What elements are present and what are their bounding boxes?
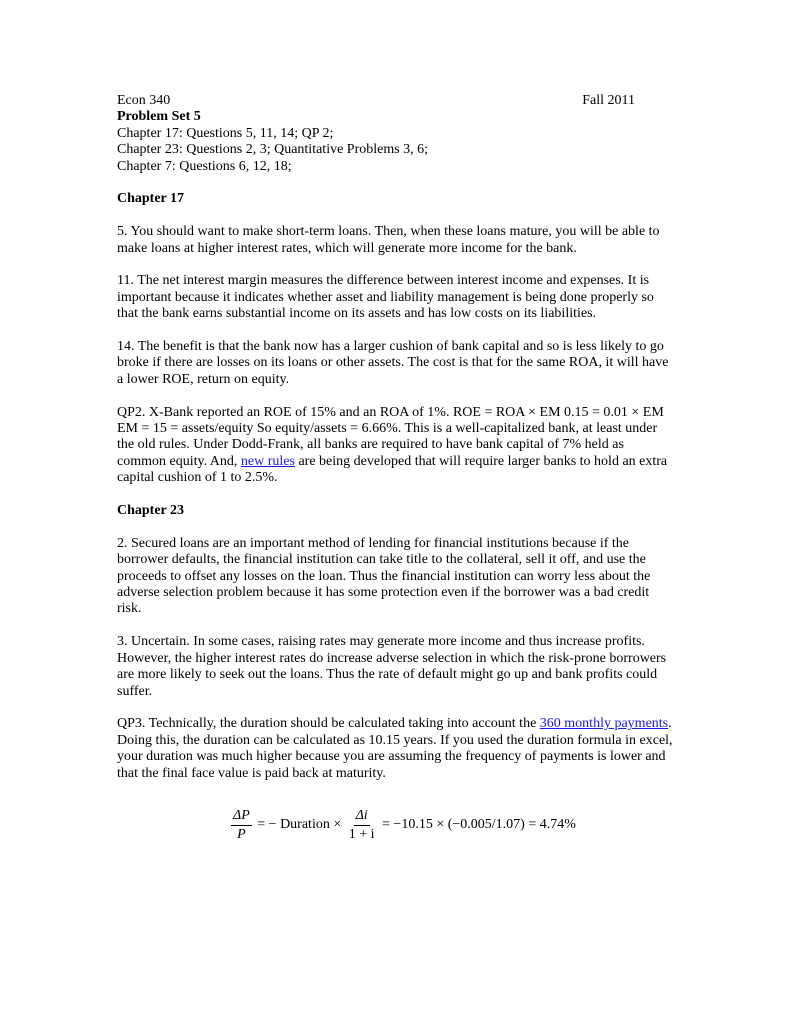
answer-ch23-qp3 xyxy=(117,716,675,782)
document-body xyxy=(117,93,675,782)
lhs-fraction xyxy=(231,808,252,843)
assignment-line-1: Chapter 17: Questions 5, 11, 14; QP 2; xyxy=(117,125,334,141)
answer-ch17-q14: 14. The benefit is that the bank now has a larger cushion of bank capital and so is less likely to go broke if there are losses on its loans or other assets. The cost is that for the same ROA, it will have a lower ROE, return on equity. xyxy=(117,339,669,387)
rhs-denominator: 1 + i xyxy=(348,826,375,842)
course-name: Econ 340 xyxy=(117,93,171,108)
qp2-text-after: are being developed that will require larger banks to hold an extra capital cushion of 1 to 2.5%. xyxy=(117,453,668,486)
monthly-payments-link[interactable]: 360 monthly payments xyxy=(539,716,669,732)
duration-equation xyxy=(229,805,576,845)
rhs-fraction xyxy=(347,808,377,843)
chapter-17-heading: Chapter 17 xyxy=(117,191,185,207)
rhs-numerator: Δi xyxy=(354,808,370,826)
assignment-line-3: Chapter 7: Questions 6, 12, 18; xyxy=(117,158,292,174)
new-rules-link[interactable]: new rules xyxy=(240,453,295,469)
lhs-numerator: ΔP xyxy=(231,808,252,826)
qp2-text-before: QP2. X-Bank reported an ROE of 15% and an ROA of 1%. ROE = ROA × EM 0.15 = 0.01 × EM EM = 15 = assets/equity So equity/assets = 6.66%. This is a well-capitalized bank, at least under the old rules. Under Dodd-Frank, all banks are required to have bank capital of 7% held as common equity. And, xyxy=(117,404,664,469)
answer-ch23-q2: 2. Secured loans are an important method of lending for financial institutions because if the borrower defaults, the financial institution can take title to the collateral, sell it off, and use the proceeds to offset any losses on the loan. Thus the financial institution can worry less about the adverse selection problem because it has some protection even if the borrower was a bad credit risk. xyxy=(117,535,651,617)
chapter-23-heading: Chapter 23 xyxy=(117,503,185,519)
equation-result: = −10.15 × (−0.005/1.07) = 4.74% xyxy=(378,817,576,832)
qp3-text-before: QP3. Technically, the duration should be calculated taking into account the xyxy=(117,716,540,732)
answer-ch23-q3: 3. Uncertain. In some cases, raising rates may generate more income and thus increase profits. However, the higher interest rates do increase adverse selection in which the risk-prone borrowers are more likely to seek out the loans. Thus the rate of default might go up and bank profits could suffer. xyxy=(117,634,667,699)
qp3-text-after: . Doing this, the duration can be calculated as 10.15 years. If you used the duration formula in excel, your duration was much higher because you are assuming the frequency of payments is lower and that the final face value is paid back at maturity. xyxy=(117,716,673,781)
lhs-denominator: P xyxy=(237,826,246,842)
document-title: Problem Set 5 xyxy=(117,109,201,125)
term: Fall 2011 xyxy=(582,93,635,108)
header-row xyxy=(117,93,675,109)
answer-ch17-qp2 xyxy=(117,405,675,487)
equation-middle: = − Duration × xyxy=(253,817,345,832)
assignment-line-2: Chapter 23: Questions 2, 3; Quantitative Problems 3, 6; xyxy=(117,142,429,158)
answer-ch17-q11: 11. The net interest margin measures the difference between interest income and expenses. It is important because it indicates whether asset and liability management is being done properly so that the bank earns substantial income on its assets and has low costs on its liabilities. xyxy=(117,273,654,322)
answer-ch17-q5: 5. You should want to make short-term loans. Then, when these loans mature, you will be able to make loans at higher interest rates, which will generate more income for the bank. xyxy=(117,224,660,256)
